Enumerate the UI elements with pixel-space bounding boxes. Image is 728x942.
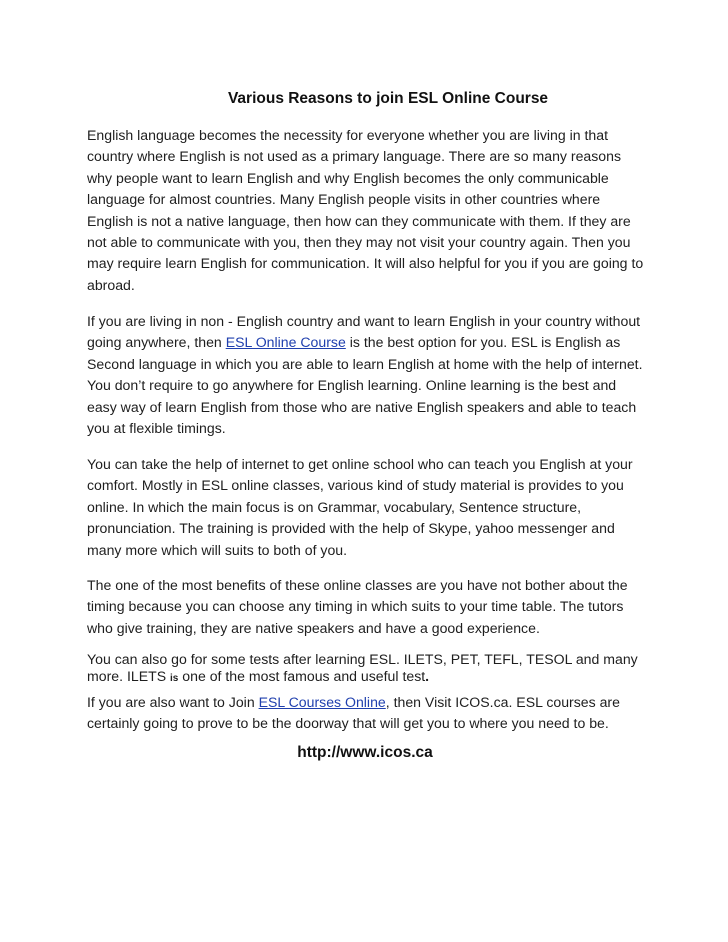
paragraph-text: , then Visit ICOS.ca. ESL courses are certainly going to prove to be the doorway that will get you to where you need to be. [87,694,620,731]
document-title: Various Reasons to join ESL Online Course [227,90,549,107]
paragraph-tests [87,651,647,687]
paragraph-esl-course [87,311,647,439]
paragraph-text: If you are also want to Join [87,694,259,710]
paragraph-join [87,692,647,734]
paragraph-text: is [170,672,179,684]
paragraph-online-school: You can take the help of internet to get online school who can teach you English at your comfort. Mostly in ESL online classes, various kind of study material is provides to you online. In which the main focus is on Grammar, vocabulary, Sentence structure, pronunciation. The training is provided with the help of Skype, yahoo messenger and many more which will suits to both of you. [87,456,633,558]
paragraph-text: is the best option for you. ESL is English as Second language in which you are able to learn English at home with the help of internet. You don’t require to go anywhere for English learning. Online learning is the best and easy way of learn English from those who are native English speakers and able to teach you at flexible timings. [87,334,643,437]
paragraph-text: . [425,667,430,684]
esl-courses-online-link[interactable]: ESL Courses Online [258,694,386,710]
footer-url: http://www.icos.ca [297,744,433,761]
paragraph-text: You can also go for some tests after learning ESL. ILETS, PET, TEFL, TESOL and many more. ILETS [87,651,638,684]
paragraph-intro: English language becomes the necessity for everyone whether you are living in that country where English is not used as a primary language. There are so many reasons why people want to learn English and why English becomes the only communicable language for almost countries. Many English people visits in other countries where English is not a native language, then how can they communicate with them. If they are not able to communicate with you, then they may not visit your country again. Then you may require learn English for communication. It will also helpful for you if you are going to abroad. [87,127,644,293]
esl-online-course-link[interactable]: ESL Online Course [225,334,346,351]
paragraph-benefits: The one of the most benefits of these online classes are you have not bother about the timing because you can choose any timing in which suits to your time table. The tutors who give training, they are native speakers and have a good experience. [87,577,628,636]
paragraph-text: one of the most famous and useful test [178,667,426,684]
paragraph-text: If you are living in non - English country and want to learn English in your country without going anywhere, then [87,313,641,351]
